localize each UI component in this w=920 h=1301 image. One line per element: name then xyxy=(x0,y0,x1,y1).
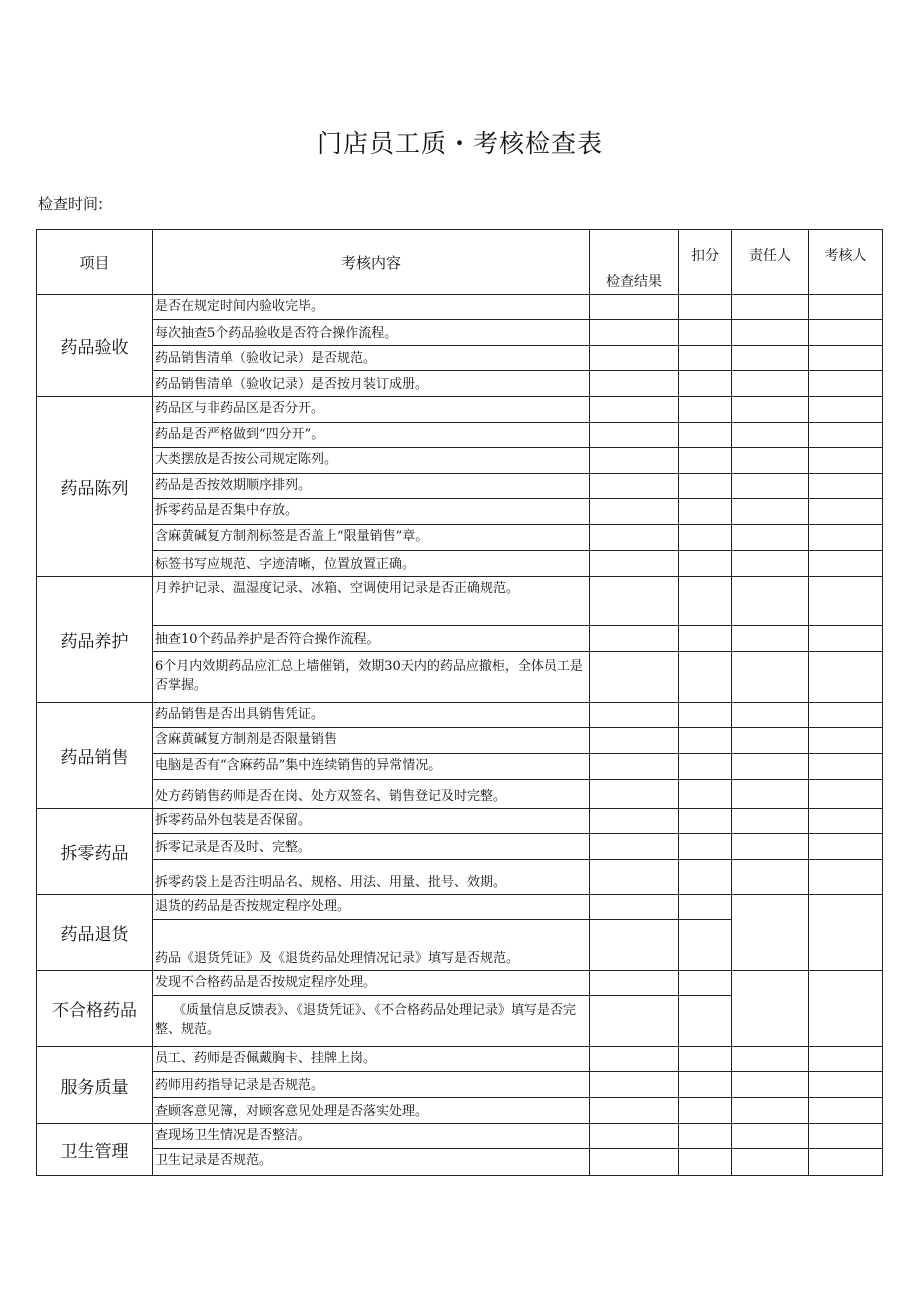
check-item: 电脑是否有“含麻药品”集中连续销售的异常情况。 xyxy=(153,754,590,780)
check-item: 查现场卫生情况是否整洁。 xyxy=(153,1124,590,1149)
check-item: 含麻黄碱复方制剂是否限量销售 xyxy=(153,728,590,754)
responsible-cell[interactable] xyxy=(732,346,809,371)
result-cell[interactable] xyxy=(590,525,679,551)
check-item: 《质量信息反馈表》、《退货凭证》、《不合格药品处理记录》填写是否完整、规范。 xyxy=(153,996,590,1047)
deduct-cell[interactable] xyxy=(679,1149,732,1176)
table-row xyxy=(37,754,883,780)
deduct-cell[interactable] xyxy=(679,1124,732,1149)
responsible-cell[interactable] xyxy=(732,1047,809,1072)
category-cell: 药品退货 xyxy=(37,895,153,971)
check-item: 抽查10个药品养护是否符合操作流程。 xyxy=(153,626,590,652)
result-cell[interactable] xyxy=(590,1124,679,1149)
table-row xyxy=(37,895,883,920)
assessor-cell[interactable] xyxy=(809,834,883,860)
assessor-cell[interactable] xyxy=(809,971,883,1047)
assessor-cell[interactable] xyxy=(809,754,883,780)
header-row xyxy=(37,230,883,295)
check-item: 每次抽查5个药品验收是否符合操作流程。 xyxy=(153,320,590,346)
result-cell[interactable] xyxy=(590,834,679,860)
responsible-cell[interactable] xyxy=(732,834,809,860)
assessor-cell[interactable] xyxy=(809,1124,883,1149)
responsible-cell[interactable] xyxy=(732,780,809,809)
table-row xyxy=(37,1098,883,1124)
result-cell[interactable] xyxy=(590,448,679,474)
result-cell[interactable] xyxy=(590,499,679,525)
result-cell[interactable] xyxy=(590,295,679,320)
deduct-cell[interactable] xyxy=(679,1047,732,1072)
result-cell[interactable] xyxy=(590,652,679,703)
assessor-cell[interactable] xyxy=(809,551,883,577)
assessor-cell[interactable] xyxy=(809,780,883,809)
result-cell[interactable] xyxy=(590,754,679,780)
category-cell: 药品销售 xyxy=(37,703,153,809)
check-item: 含麻黄碱复方制剂标签是否盖上“限量销售”章。 xyxy=(153,525,590,551)
table-row xyxy=(37,703,883,728)
assessor-cell[interactable] xyxy=(809,809,883,834)
check-item: 大类摆放是否按公司规定陈列。 xyxy=(153,448,590,474)
result-cell[interactable] xyxy=(590,1047,679,1072)
check-item: 拆零记录是否及时、完整。 xyxy=(153,834,590,860)
responsible-cell[interactable] xyxy=(732,809,809,834)
deduct-cell[interactable] xyxy=(679,728,732,754)
header-responsible: 责任人 xyxy=(732,230,809,295)
assessor-cell[interactable] xyxy=(809,652,883,703)
deduct-cell[interactable] xyxy=(679,834,732,860)
responsible-cell[interactable] xyxy=(732,860,809,895)
check-item: 标签书写应规范、字迹清晰，位置放置正确。 xyxy=(153,551,590,577)
deduct-cell[interactable] xyxy=(679,525,732,551)
table-row xyxy=(37,834,883,860)
result-cell[interactable] xyxy=(590,703,679,728)
responsible-cell[interactable] xyxy=(732,652,809,703)
header-content: 考核内容 xyxy=(153,230,590,295)
deduct-cell[interactable] xyxy=(679,577,732,626)
assessor-cell[interactable] xyxy=(809,1072,883,1098)
table-row xyxy=(37,499,883,525)
check-time-label: 检查时间: xyxy=(38,195,104,213)
deduct-cell[interactable] xyxy=(679,809,732,834)
check-item: 查顾客意见簿，对顾客意见处理是否落实处理。 xyxy=(153,1098,590,1124)
check-item: 发现不合格药品是否按规定程序处理。 xyxy=(153,971,590,996)
deduct-cell[interactable] xyxy=(679,295,732,320)
responsible-cell[interactable] xyxy=(732,971,809,1047)
responsible-cell[interactable] xyxy=(732,754,809,780)
responsible-cell[interactable] xyxy=(732,499,809,525)
assessor-cell[interactable] xyxy=(809,1047,883,1072)
responsible-cell[interactable] xyxy=(732,703,809,728)
responsible-cell[interactable] xyxy=(732,1072,809,1098)
check-item: 药品销售是否出具销售凭证。 xyxy=(153,703,590,728)
result-cell[interactable] xyxy=(590,474,679,499)
responsible-cell[interactable] xyxy=(732,397,809,423)
table-row xyxy=(37,346,883,371)
table-row xyxy=(37,474,883,499)
header-item: 项目 xyxy=(37,230,153,295)
result-cell[interactable] xyxy=(590,626,679,652)
deduct-cell[interactable] xyxy=(679,320,732,346)
responsible-cell[interactable] xyxy=(732,320,809,346)
result-cell[interactable] xyxy=(590,371,679,397)
result-cell[interactable] xyxy=(590,895,679,920)
deduct-cell[interactable] xyxy=(679,895,732,920)
table-row xyxy=(37,577,883,626)
result-cell[interactable] xyxy=(590,860,679,895)
table-row xyxy=(37,809,883,834)
table-row xyxy=(37,652,883,703)
page-title: 门店员工质・考核检查表 xyxy=(316,129,603,158)
deduct-cell[interactable] xyxy=(679,860,732,895)
assessor-cell[interactable] xyxy=(809,346,883,371)
category-cell: 药品陈列 xyxy=(37,397,153,577)
check-item: 退货的药品是否按规定程序处理。 xyxy=(153,895,590,920)
deduct-cell[interactable] xyxy=(679,448,732,474)
result-cell[interactable] xyxy=(590,1072,679,1098)
deduct-cell[interactable] xyxy=(679,1072,732,1098)
deduct-cell[interactable] xyxy=(679,626,732,652)
check-item: 拆零药袋上是否注明品名、规格、用法、用量、批号、效期。 xyxy=(153,860,590,895)
assessor-cell[interactable] xyxy=(809,895,883,971)
result-cell[interactable] xyxy=(590,1098,679,1124)
assessor-cell[interactable] xyxy=(809,448,883,474)
responsible-cell[interactable] xyxy=(732,1149,809,1176)
assessor-cell[interactable] xyxy=(809,295,883,320)
deduct-cell[interactable] xyxy=(679,703,732,728)
result-cell[interactable] xyxy=(590,780,679,809)
assessor-cell[interactable] xyxy=(809,626,883,652)
table-row xyxy=(37,423,883,448)
assessor-cell[interactable] xyxy=(809,397,883,423)
assessor-cell[interactable] xyxy=(809,371,883,397)
table-row xyxy=(37,626,883,652)
assessor-cell[interactable] xyxy=(809,577,883,626)
result-cell[interactable] xyxy=(590,809,679,834)
deduct-cell[interactable] xyxy=(679,551,732,577)
check-item: 药品销售清单（验收记录）是否规范。 xyxy=(153,346,590,371)
deduct-cell[interactable] xyxy=(679,971,732,996)
check-item: 药品销售清单（验收记录）是否按月装订成册。 xyxy=(153,371,590,397)
check-item: 药品是否严格做到“四分开”。 xyxy=(153,423,590,448)
category-cell: 服务质量 xyxy=(37,1047,153,1124)
responsible-cell[interactable] xyxy=(732,1098,809,1124)
responsible-cell[interactable] xyxy=(732,551,809,577)
responsible-cell[interactable] xyxy=(732,474,809,499)
table-row xyxy=(37,1072,883,1098)
responsible-cell[interactable] xyxy=(732,895,809,971)
assessor-cell[interactable] xyxy=(809,860,883,895)
table-row xyxy=(37,525,883,551)
table-row xyxy=(37,551,883,577)
check-item: 拆零药品外包装是否保留。 xyxy=(153,809,590,834)
result-cell[interactable] xyxy=(590,971,679,996)
table-row xyxy=(37,448,883,474)
result-cell[interactable] xyxy=(590,920,679,971)
assessor-cell[interactable] xyxy=(809,499,883,525)
category-cell: 药品养护 xyxy=(37,577,153,703)
assessor-cell[interactable] xyxy=(809,1098,883,1124)
result-cell[interactable] xyxy=(590,423,679,448)
table-row xyxy=(37,295,883,320)
responsible-cell[interactable] xyxy=(732,295,809,320)
result-cell[interactable] xyxy=(590,996,679,1047)
category-cell: 卫生管理 xyxy=(37,1124,153,1176)
table-row xyxy=(37,1149,883,1176)
table-row xyxy=(37,728,883,754)
table-row xyxy=(37,1124,883,1149)
result-cell[interactable] xyxy=(590,397,679,423)
deduct-cell[interactable] xyxy=(679,652,732,703)
deduct-cell[interactable] xyxy=(679,920,732,971)
table-row xyxy=(37,971,883,996)
check-item: 处方药销售药师是否在岗、处方双签名、销售登记及时完整。 xyxy=(153,780,590,809)
assessor-cell[interactable] xyxy=(809,525,883,551)
responsible-cell[interactable] xyxy=(732,626,809,652)
assessor-cell[interactable] xyxy=(809,1149,883,1176)
table-row xyxy=(37,371,883,397)
assessor-cell[interactable] xyxy=(809,728,883,754)
check-item: 月养护记录、温湿度记录、冰箱、空调使用记录是否正确规范。 xyxy=(153,577,590,626)
category-cell: 药品验收 xyxy=(37,295,153,397)
header-assessor: 考核人 xyxy=(809,230,883,295)
category-cell: 不合格药品 xyxy=(37,971,153,1047)
result-cell[interactable] xyxy=(590,320,679,346)
category-cell: 拆零药品 xyxy=(37,809,153,895)
deduct-cell[interactable] xyxy=(679,754,732,780)
assessment-table xyxy=(36,229,883,1176)
result-cell[interactable] xyxy=(590,346,679,371)
table-row xyxy=(37,320,883,346)
assessor-cell[interactable] xyxy=(809,703,883,728)
responsible-cell[interactable] xyxy=(732,577,809,626)
responsible-cell[interactable] xyxy=(732,448,809,474)
check-item: 是否在规定时间内验收完毕。 xyxy=(153,295,590,320)
header-result: 检查结果 xyxy=(590,230,679,295)
check-item: 员工、药师是否佩戴胸卡、挂牌上岗。 xyxy=(153,1047,590,1072)
table-row xyxy=(37,860,883,895)
deduct-cell[interactable] xyxy=(679,1098,732,1124)
check-item: 拆零药品是否集中存放。 xyxy=(153,499,590,525)
deduct-cell[interactable] xyxy=(679,423,732,448)
result-cell[interactable] xyxy=(590,577,679,626)
deduct-cell[interactable] xyxy=(679,499,732,525)
check-item: 药品区与非药品区是否分开。 xyxy=(153,397,590,423)
responsible-cell[interactable] xyxy=(732,525,809,551)
check-item: 卫生记录是否规范。 xyxy=(153,1149,590,1176)
table-row xyxy=(37,1047,883,1072)
result-cell[interactable] xyxy=(590,551,679,577)
table-row xyxy=(37,397,883,423)
deduct-cell[interactable] xyxy=(679,474,732,499)
responsible-cell[interactable] xyxy=(732,423,809,448)
check-item: 药品是否按效期顺序排列。 xyxy=(153,474,590,499)
header-deduct: 扣分 xyxy=(679,230,732,295)
check-item: 药品《退货凭证》及《退货药品处理情况记录》填写是否规范。 xyxy=(153,920,590,971)
responsible-cell[interactable] xyxy=(732,728,809,754)
result-cell[interactable] xyxy=(590,728,679,754)
deduct-cell[interactable] xyxy=(679,780,732,809)
deduct-cell[interactable] xyxy=(679,996,732,1047)
table-row xyxy=(37,780,883,809)
result-cell[interactable] xyxy=(590,1149,679,1176)
check-item: 6个月内效期药品应汇总上墙催销，效期30天内的药品应撤柜，全体员工是否掌握。 xyxy=(153,652,590,703)
check-item: 药师用药指导记录是否规范。 xyxy=(153,1072,590,1098)
assessor-cell[interactable] xyxy=(809,423,883,448)
deduct-cell[interactable] xyxy=(679,397,732,423)
deduct-cell[interactable] xyxy=(679,346,732,371)
responsible-cell[interactable] xyxy=(732,1124,809,1149)
deduct-cell[interactable] xyxy=(679,371,732,397)
assessor-cell[interactable] xyxy=(809,474,883,499)
assessor-cell[interactable] xyxy=(809,320,883,346)
responsible-cell[interactable] xyxy=(732,371,809,397)
